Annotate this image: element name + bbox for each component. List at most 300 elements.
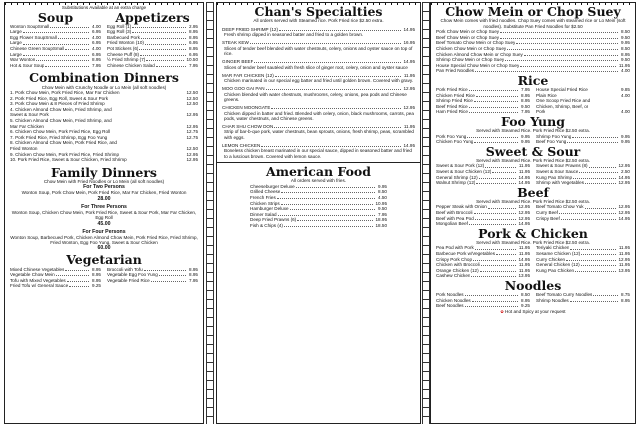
dot-leader — [572, 134, 618, 138]
menu-item-price: 9.95 — [621, 139, 630, 145]
specialty-description: Chicken marinated in our special egg batter and fried until golden brown. Covered with gravy. — [224, 78, 414, 84]
dot-leader — [570, 298, 618, 302]
menu-item-price: 7.95 — [189, 277, 198, 283]
dot-leader — [481, 262, 516, 266]
dot-leader — [279, 27, 401, 31]
menu-item-name: Hamburger Deluxe — [250, 206, 289, 212]
dot-leader — [465, 303, 518, 307]
menu-item-price: 8.50 — [621, 45, 630, 51]
pork-chicken-list-right — [536, 245, 630, 279]
sweet-sour-note: Served with Steamed Rice. Pork Fried Rice $2.50 extra. — [476, 157, 590, 163]
menu-item-name: War Wonton — [10, 57, 36, 63]
specialty-price: 11.95 — [403, 72, 415, 78]
family-dinner-title: For Four Persons — [82, 228, 126, 235]
dot-leader — [561, 216, 616, 220]
menu-item-size: Large — [10, 29, 22, 35]
beef-heading: Beef — [517, 184, 549, 200]
bamboo-border-left — [206, 2, 214, 424]
dot-leader — [469, 104, 518, 108]
dot-leader — [469, 109, 518, 113]
menu-item-price: 9.95 — [621, 40, 630, 46]
menu-item-price: 6.95 — [92, 51, 101, 57]
menu-item-name: Tofu with Mixed Vegetables — [10, 277, 66, 283]
family-dinner-price: 45.00 — [97, 220, 111, 227]
dot-leader — [475, 216, 516, 220]
menu-item-name: Vegetable Fried Rice — [107, 277, 150, 283]
noodles-section — [436, 292, 630, 309]
american-food-list — [222, 184, 415, 229]
dot-leader — [474, 139, 518, 143]
menu-item-price: 8.95 — [92, 277, 101, 283]
dot-leader — [465, 292, 518, 296]
menu-item-price: 4.50 — [378, 194, 387, 200]
menu-item-price: 12.50 — [186, 90, 198, 95]
specialty-description: Fresh shrimp dipped in seasoned batter and fried to a golden brown. — [224, 32, 364, 38]
menu-item-name: Curry Beef — [536, 210, 558, 215]
menu-item-price: 13.95 — [618, 267, 630, 273]
combination-dinners-heading: Combination Dinners — [29, 70, 179, 86]
dot-leader — [500, 29, 618, 33]
menu-item-name: 3. Pork Chow Mein & 8 Pieces of Fried Shrimp — [10, 101, 105, 107]
menu-item-name: Broccoli with Tofu — [107, 266, 143, 272]
menu-item-name: Chinese Chicken Salad — [107, 62, 155, 68]
menu-item-name: 1. Pork Chow Mein, Pork Fried Rice, Mar Far Chicken — [10, 90, 120, 95]
menu-item-price: 12.50 — [186, 145, 198, 151]
menu-item-price: 8.95 — [521, 92, 530, 98]
specialty-name: GINGER BEEF — [222, 59, 254, 65]
menu-item-price: 6.95 — [189, 51, 198, 57]
menu-item-name: Curry Chicken — [536, 256, 566, 262]
menu-item-name: Pork Noodles — [436, 292, 464, 298]
menu-item-price: 11.95 — [618, 262, 630, 268]
dot-leader — [516, 40, 618, 44]
menu-item-name: Hot & Sour Soup — [10, 62, 45, 68]
dot-leader — [476, 180, 515, 184]
menu-item-name: Vegetable Chow Mein — [10, 272, 55, 278]
menu-panel-left — [4, 2, 204, 424]
beef-list-left — [436, 204, 530, 226]
foo-yung-note: Served with Steamed Rice. Pork Fried Rice $2.50 extra. — [476, 128, 590, 134]
menu-item-price: 11.95 — [518, 245, 530, 251]
menu-item-price: 6.95 — [92, 40, 101, 46]
specialty-item — [222, 73, 415, 84]
menu-item-name: Beef Noodles — [436, 303, 464, 309]
menu-item-price: 6.95 — [189, 40, 198, 46]
dot-leader — [277, 195, 375, 199]
menu-item-name: 4. Chicken Almond Chow Mein, Fried Shrimp, and — [10, 106, 112, 112]
menu-item-price: 9.25 — [521, 303, 530, 309]
dot-leader — [573, 175, 615, 179]
menu-item-price: 12.95 — [618, 163, 630, 169]
menu-item-price: 11.95 — [518, 251, 530, 256]
menu-item-name: 8. Chicken Almond Chow Mein, Pork Fried Rice, and — [10, 140, 117, 146]
noodles-heading: Noodles — [504, 277, 562, 293]
soup-list — [10, 24, 101, 69]
menu-item-price: 7.95 — [92, 62, 101, 68]
menu-item-name: French Fries — [250, 194, 276, 200]
foo-yung-heading: Foo Yung — [501, 113, 565, 129]
rice-section — [436, 87, 630, 115]
rice-heading: Rice — [517, 72, 549, 88]
specialty-price: 16.95 — [403, 40, 415, 46]
menu-item-price: 9.95 — [521, 133, 530, 139]
menu-item-name: Sesame Chicken (12) — [536, 251, 581, 256]
dot-leader — [144, 267, 186, 271]
specialty-item — [222, 105, 415, 121]
specialty-name: STEAK KEW — [222, 40, 249, 46]
menu-item-name: Fish & Chips (4) — [250, 222, 283, 228]
menu-item-name: Sweet & Sour Sauce — [536, 169, 579, 174]
chow-mein-note: Chow Mein comes with fried noodles. Chop Suey comes with steamed rice or Lo Mein (soft noodles). Substitute Pan Fried Noodles for $2.50 — [440, 18, 626, 29]
menu-item-price: 11.95 — [618, 62, 630, 68]
dot-leader — [585, 204, 616, 208]
menu-item-price: 14.95 — [518, 221, 530, 227]
menu-item-size: Small — [37, 23, 50, 29]
specialty-item — [222, 59, 415, 70]
menu-item-price: 11.95 — [618, 245, 630, 251]
menu-item-price: 9.50 — [621, 34, 630, 40]
dot-leader — [274, 124, 401, 128]
menu-item-price: 14.95 — [518, 180, 530, 186]
dot-leader — [65, 267, 89, 271]
menu-item-name: Mar Far Chicken — [10, 123, 44, 129]
dot-leader — [139, 46, 186, 50]
dot-leader — [467, 134, 518, 138]
dot-leader — [45, 63, 89, 67]
family-note: Chow Mein with Fried Noodles or Lo Mein (all soft noodles) — [43, 178, 165, 184]
sweet-sour-list-left — [436, 163, 530, 185]
menu-item-price: 8.95 — [189, 46, 198, 51]
family-dinners-heading: Family Dinners — [51, 164, 157, 180]
hot-spicy-legend — [436, 309, 630, 315]
menu-item-name: Pork Foo Yung — [436, 133, 467, 139]
menu-item-price: 10.95 — [375, 200, 387, 206]
sweet-sour-heading: Sweet & Sour — [485, 143, 581, 159]
appetizers-list — [107, 24, 198, 69]
specialty-price: 12.95 — [403, 86, 415, 92]
menu-item-price: 2.95 — [189, 23, 198, 29]
menu-item-price: 7.95 — [521, 109, 530, 115]
menu-item-price: 18.95 — [375, 217, 387, 223]
dot-leader — [469, 221, 516, 225]
menu-item-price: 9.50 — [621, 57, 630, 63]
menu-item-price: 14.95 — [518, 174, 530, 180]
dot-leader — [275, 73, 401, 77]
menu-item-price: 4.00 — [621, 68, 630, 74]
menu-item-name: Pork Fried Rice — [436, 87, 468, 92]
menu-item-name: Shrimp Chow Mein or Chop Suey — [436, 57, 505, 63]
menu-item-price: 8.50 — [621, 29, 630, 35]
menu-item-name: General Chicken (12) — [536, 262, 580, 268]
menu-item-price: 8.50 — [378, 189, 387, 195]
dot-leader — [575, 268, 615, 272]
menu-item-name: 2. Pork Fried Rice, Egg Roll, Sweet & Sour Pork — [10, 95, 109, 101]
menu-item-price: 9.25 — [92, 283, 101, 289]
family-dinner-item — [10, 184, 198, 201]
menu-panel-center — [216, 2, 421, 424]
menu-item — [536, 216, 630, 222]
rice-list-left — [436, 87, 530, 115]
dot-leader — [566, 257, 615, 261]
vegetarian-heading: Vegetarian — [66, 252, 142, 268]
combination-list — [10, 90, 198, 163]
menu-item-price: 8.95 — [189, 266, 198, 272]
menu-item-price: 12.75 — [186, 134, 198, 140]
menu-item-name: Orange Chicken (12) — [436, 267, 479, 273]
menu-item-price: 12.95 — [186, 151, 198, 157]
dot-leader — [585, 180, 615, 184]
dot-leader — [281, 201, 373, 205]
american-food-heading: American Food — [266, 164, 371, 180]
menu-item-price: 8.95 — [621, 51, 630, 57]
menu-item-price: 8.75 — [621, 292, 630, 298]
dot-leader — [281, 189, 375, 193]
dot-leader — [472, 298, 518, 302]
beef-list-right — [536, 204, 630, 226]
menu-item-name: Cashew Chicken — [436, 273, 471, 279]
menu-item-price: 7.95 — [521, 87, 530, 92]
menu-item-price: 9.95 — [521, 139, 530, 145]
menu-item-name: Chicken Chow Mein or Chop Suey — [436, 45, 507, 51]
menu-item-price: 12.95 — [518, 210, 530, 215]
vegetarian-list-left — [10, 267, 101, 289]
noodles-list-right — [536, 292, 630, 309]
specialty-description: Chicken dipped in batter and fried. Blended with celery, onion, black mushrooms, carrots, pea pods, water chestnuts, and Chinese greens. — [224, 110, 414, 121]
menu-item-size: Small — [52, 46, 65, 51]
dot-leader — [146, 57, 183, 61]
menu-item-name: Pea Pod with Pork — [436, 245, 474, 251]
soup-appetizer-section — [10, 11, 198, 69]
menu-item-price: 18.50 — [375, 222, 387, 228]
dot-leader — [278, 212, 375, 216]
dot-leader — [50, 24, 89, 28]
dot-leader — [471, 273, 515, 277]
pork-chicken-list-left — [436, 245, 530, 279]
menu-item-price: 9.95 — [621, 133, 630, 139]
menu-item-name: Wonton Soup — [10, 23, 38, 29]
menu-item-name: Egg Flower Soup — [10, 34, 46, 40]
menu-panel-right — [430, 2, 636, 424]
menu-item-name: Barbecued Pork — [107, 34, 140, 40]
appetizers-heading: Appetizers — [115, 9, 190, 25]
dot-leader — [250, 40, 401, 44]
menu-item-name: Dinner Salad — [250, 211, 277, 217]
menu-item-price: 12.95 — [518, 215, 530, 221]
menu-item-name: Beef with Broccoli — [436, 210, 473, 215]
specialty-name: LEMON CHICKEN — [222, 142, 261, 148]
specialties-list — [222, 27, 415, 160]
menu-item-price: 9.95 — [378, 183, 387, 189]
substitutions-note: Substitutions Available at an extra charge — [61, 5, 147, 10]
menu-item — [107, 63, 198, 69]
dot-leader — [505, 57, 618, 61]
menu-item-name: Beef Tomato Chow Yuk — [536, 204, 584, 210]
menu-item-price: 2.50 — [621, 169, 630, 174]
menu-item-name: Deep Fried Prawns (6) — [250, 217, 297, 223]
dot-leader — [65, 46, 89, 50]
menu-item-name: Chicken Noodles — [436, 297, 471, 303]
menu-item — [250, 223, 387, 229]
menu-item-price: 4.00 — [92, 34, 101, 40]
menu-item-name: Ham Fried Rice — [436, 109, 468, 115]
menu-item-price: 6.95 — [92, 29, 101, 35]
pork-chicken-note: Served with Steamed Rice. Pork Fried Rice $2.50 extra. — [476, 239, 590, 245]
dot-leader — [145, 40, 186, 44]
menu-item-name: Chicken, Shrimp, Beef, or — [536, 103, 589, 109]
specialty-name: CHICKEN MOONGATE — [222, 104, 271, 110]
dot-leader — [589, 163, 616, 167]
dot-leader — [507, 46, 618, 50]
family-dinner-item — [10, 229, 198, 252]
dot-leader — [23, 52, 89, 56]
specialty-description: Slices of tender beef sautéed with fresh slice of ginger root, celery, onion and oyster sauce — [224, 64, 408, 70]
dot-leader — [132, 29, 186, 33]
menu-item-price: 9.50 — [378, 206, 387, 212]
dot-leader — [485, 163, 516, 167]
menu-item-name: Mixed Chinese Vegetables — [10, 266, 65, 272]
menu-item-name: Chicken with Broccoli — [436, 262, 480, 268]
chow-mein-heading: Chow Mein or Chop Suey — [445, 4, 621, 19]
menu-item-name: Chicken Strips — [250, 200, 280, 206]
menu-item-name: Sweet & Sour Prawns (8) — [536, 163, 588, 169]
specialty-price: 14.95 — [403, 142, 415, 148]
specialty-price: 14.95 — [403, 26, 415, 32]
menu-item — [536, 268, 630, 274]
menu-item-price: 8.95 — [189, 29, 198, 35]
dot-leader — [261, 143, 400, 147]
menu-item-name: Walnut Shrimp (12) — [436, 180, 476, 186]
menu-item-name: General Shrimp (12) — [436, 174, 478, 180]
menu-item-price: 11.95 — [518, 169, 530, 174]
menu-item-name: Kung Pao Chicken — [536, 267, 575, 273]
menu-item-name: Beef Fried Rice — [436, 103, 468, 109]
specialty-item — [222, 86, 415, 102]
menu-item-name: Cheese Puff (8) — [107, 51, 140, 57]
vegetarian-section — [10, 267, 198, 289]
specialty-description: Boneless chicken breast marinated in our special sauce, dipped in seasoned batter and fried to a luscious brown. Covered with lemon sauce. — [224, 148, 412, 159]
menu-item-price: 8.95 — [621, 297, 630, 303]
sweet-sour-list-right — [536, 163, 630, 185]
menu-item-price: 12.50 — [186, 95, 198, 101]
dot-leader — [271, 105, 400, 109]
menu-item-price: 14.95 — [618, 215, 630, 221]
menu-item-name: Chicken Fried Rice — [436, 92, 475, 98]
menu-item-name: House Special Chow Mein or Chop Suey — [436, 62, 520, 68]
dot-leader — [473, 257, 516, 261]
menu-item-name: Vegetable Egg Foo Yung — [107, 272, 158, 278]
menu-item-name: Egg Roll (3) — [107, 29, 132, 35]
dot-leader — [23, 29, 89, 33]
menu-item-name: Plain Rice — [536, 92, 557, 98]
chow-mein-list — [436, 29, 630, 74]
dot-leader — [480, 268, 516, 272]
menu-item-name: Kung Pao Shrimp — [536, 174, 573, 180]
specialty-item — [222, 40, 415, 56]
dot-leader — [476, 93, 518, 97]
specialty-name: CHAR SHU CHOW DON — [222, 123, 274, 129]
menu-item-price: 11.95 — [518, 163, 530, 169]
pork-chicken-section — [436, 245, 630, 279]
menu-item-name: Shrimp Foo Yung — [536, 133, 572, 139]
menu-item-price: 8.95 — [92, 266, 101, 272]
menu-item-name: Teriyaki Chicken — [536, 245, 570, 251]
menu-item-name: House Special Fried Rice — [536, 87, 588, 92]
dot-leader — [496, 251, 516, 255]
menu-item-name: Grilled Cheese — [250, 189, 281, 195]
family-dinner-price: 28.00 — [97, 195, 111, 202]
menu-item-price: 14.95 — [618, 174, 630, 180]
dot-leader — [151, 278, 186, 282]
dot-leader — [140, 52, 186, 56]
menu-item-price: 12.50 — [186, 101, 198, 107]
menu-item-name: Sweet & Sour Chicken (12) — [436, 169, 492, 174]
menu-item-price: 4.00 — [92, 23, 101, 29]
menu-item-price: 7.95 — [378, 211, 387, 217]
menu-item — [10, 283, 101, 289]
menu-item-price: 4.00 — [92, 46, 101, 51]
menu-item-price: 8.95 — [189, 272, 198, 278]
menu-item-price: 9.85 — [621, 87, 630, 92]
pork-chicken-heading: Pork & Chicken — [478, 225, 588, 241]
dot-leader — [524, 52, 618, 56]
dot-leader — [488, 204, 516, 208]
dot-leader — [141, 35, 186, 39]
dot-leader — [56, 272, 89, 276]
menu-item-name: Chinese Green Soup — [10, 46, 53, 51]
specialty-price: 12.95 — [403, 104, 415, 110]
menu-item-price: 11.95 — [618, 251, 630, 256]
beef-note: Served with Steamed Rice. Pork Fried Rice $2.50 extra. — [476, 198, 590, 204]
menu-item-price: 10.50 — [186, 57, 198, 63]
dot-leader — [492, 169, 515, 173]
menu-item-name: 7. Pork Fried Rice, Fried Shrimp, Egg Foo Yung — [10, 134, 108, 140]
hot-spicy-legend-text: Hot and Spicy at your request — [505, 308, 566, 314]
family-dinner-item — [10, 204, 198, 227]
dot-leader — [479, 175, 516, 179]
dot-leader — [36, 57, 89, 61]
menu-item-name: Sweet & Sour Pork — [10, 112, 49, 118]
menu-item-name: Barbecue Pork w/Vegetables — [436, 251, 495, 256]
dot-leader — [58, 35, 89, 39]
specialties-heading: Chan's Specialties — [254, 4, 383, 19]
dot-leader — [297, 217, 372, 221]
menu-item-price: 12.95 — [618, 180, 630, 186]
menu-item-price: 12.75 — [186, 129, 198, 135]
specialty-description: Strip of bar-b-que pork, water chestnuts, bean sprouts, onions, fresh shrimp, peas, scrambled with eggs. — [224, 129, 414, 140]
dot-leader — [266, 86, 401, 90]
menu-item — [10, 63, 101, 69]
menu-item-price: 12.95 — [618, 210, 630, 215]
menu-item-name: ½ Fried Shrimp (7) — [107, 57, 146, 63]
dot-leader — [290, 206, 375, 210]
specialty-item — [222, 27, 415, 38]
dot-leader — [475, 68, 618, 72]
specialty-description: Chicken blended with water chestnuts, mushrooms, celery, onions, pea pods and Chinese greens. — [224, 91, 407, 103]
menu-item — [436, 180, 530, 186]
dot-leader — [474, 210, 516, 214]
vegetarian-list-right — [107, 267, 198, 289]
menu-item-price: 8.95 — [189, 34, 198, 40]
noodles-list-left — [436, 292, 530, 309]
family-dinner-description: Wonton Soup, Barbecued Pork, Chicken Almond Chow Mein, Pork Fried Rice, Fried Shrimp, Fried Wonton, Egg Foo Yung, Sweet & Sour Chicken — [10, 234, 198, 245]
menu-item-price: 9.50 — [521, 103, 530, 109]
dot-leader — [581, 251, 616, 255]
menu-item-size: Large — [10, 40, 22, 46]
menu-item-name: Chicken Foo Yung — [436, 139, 474, 145]
menu-item-name: One Scoop Fried Rice and — [536, 98, 591, 104]
menu-item-name: Egg Roll (1) — [107, 23, 132, 29]
specialty-name: MOO GOO GAI PAN — [222, 86, 265, 92]
